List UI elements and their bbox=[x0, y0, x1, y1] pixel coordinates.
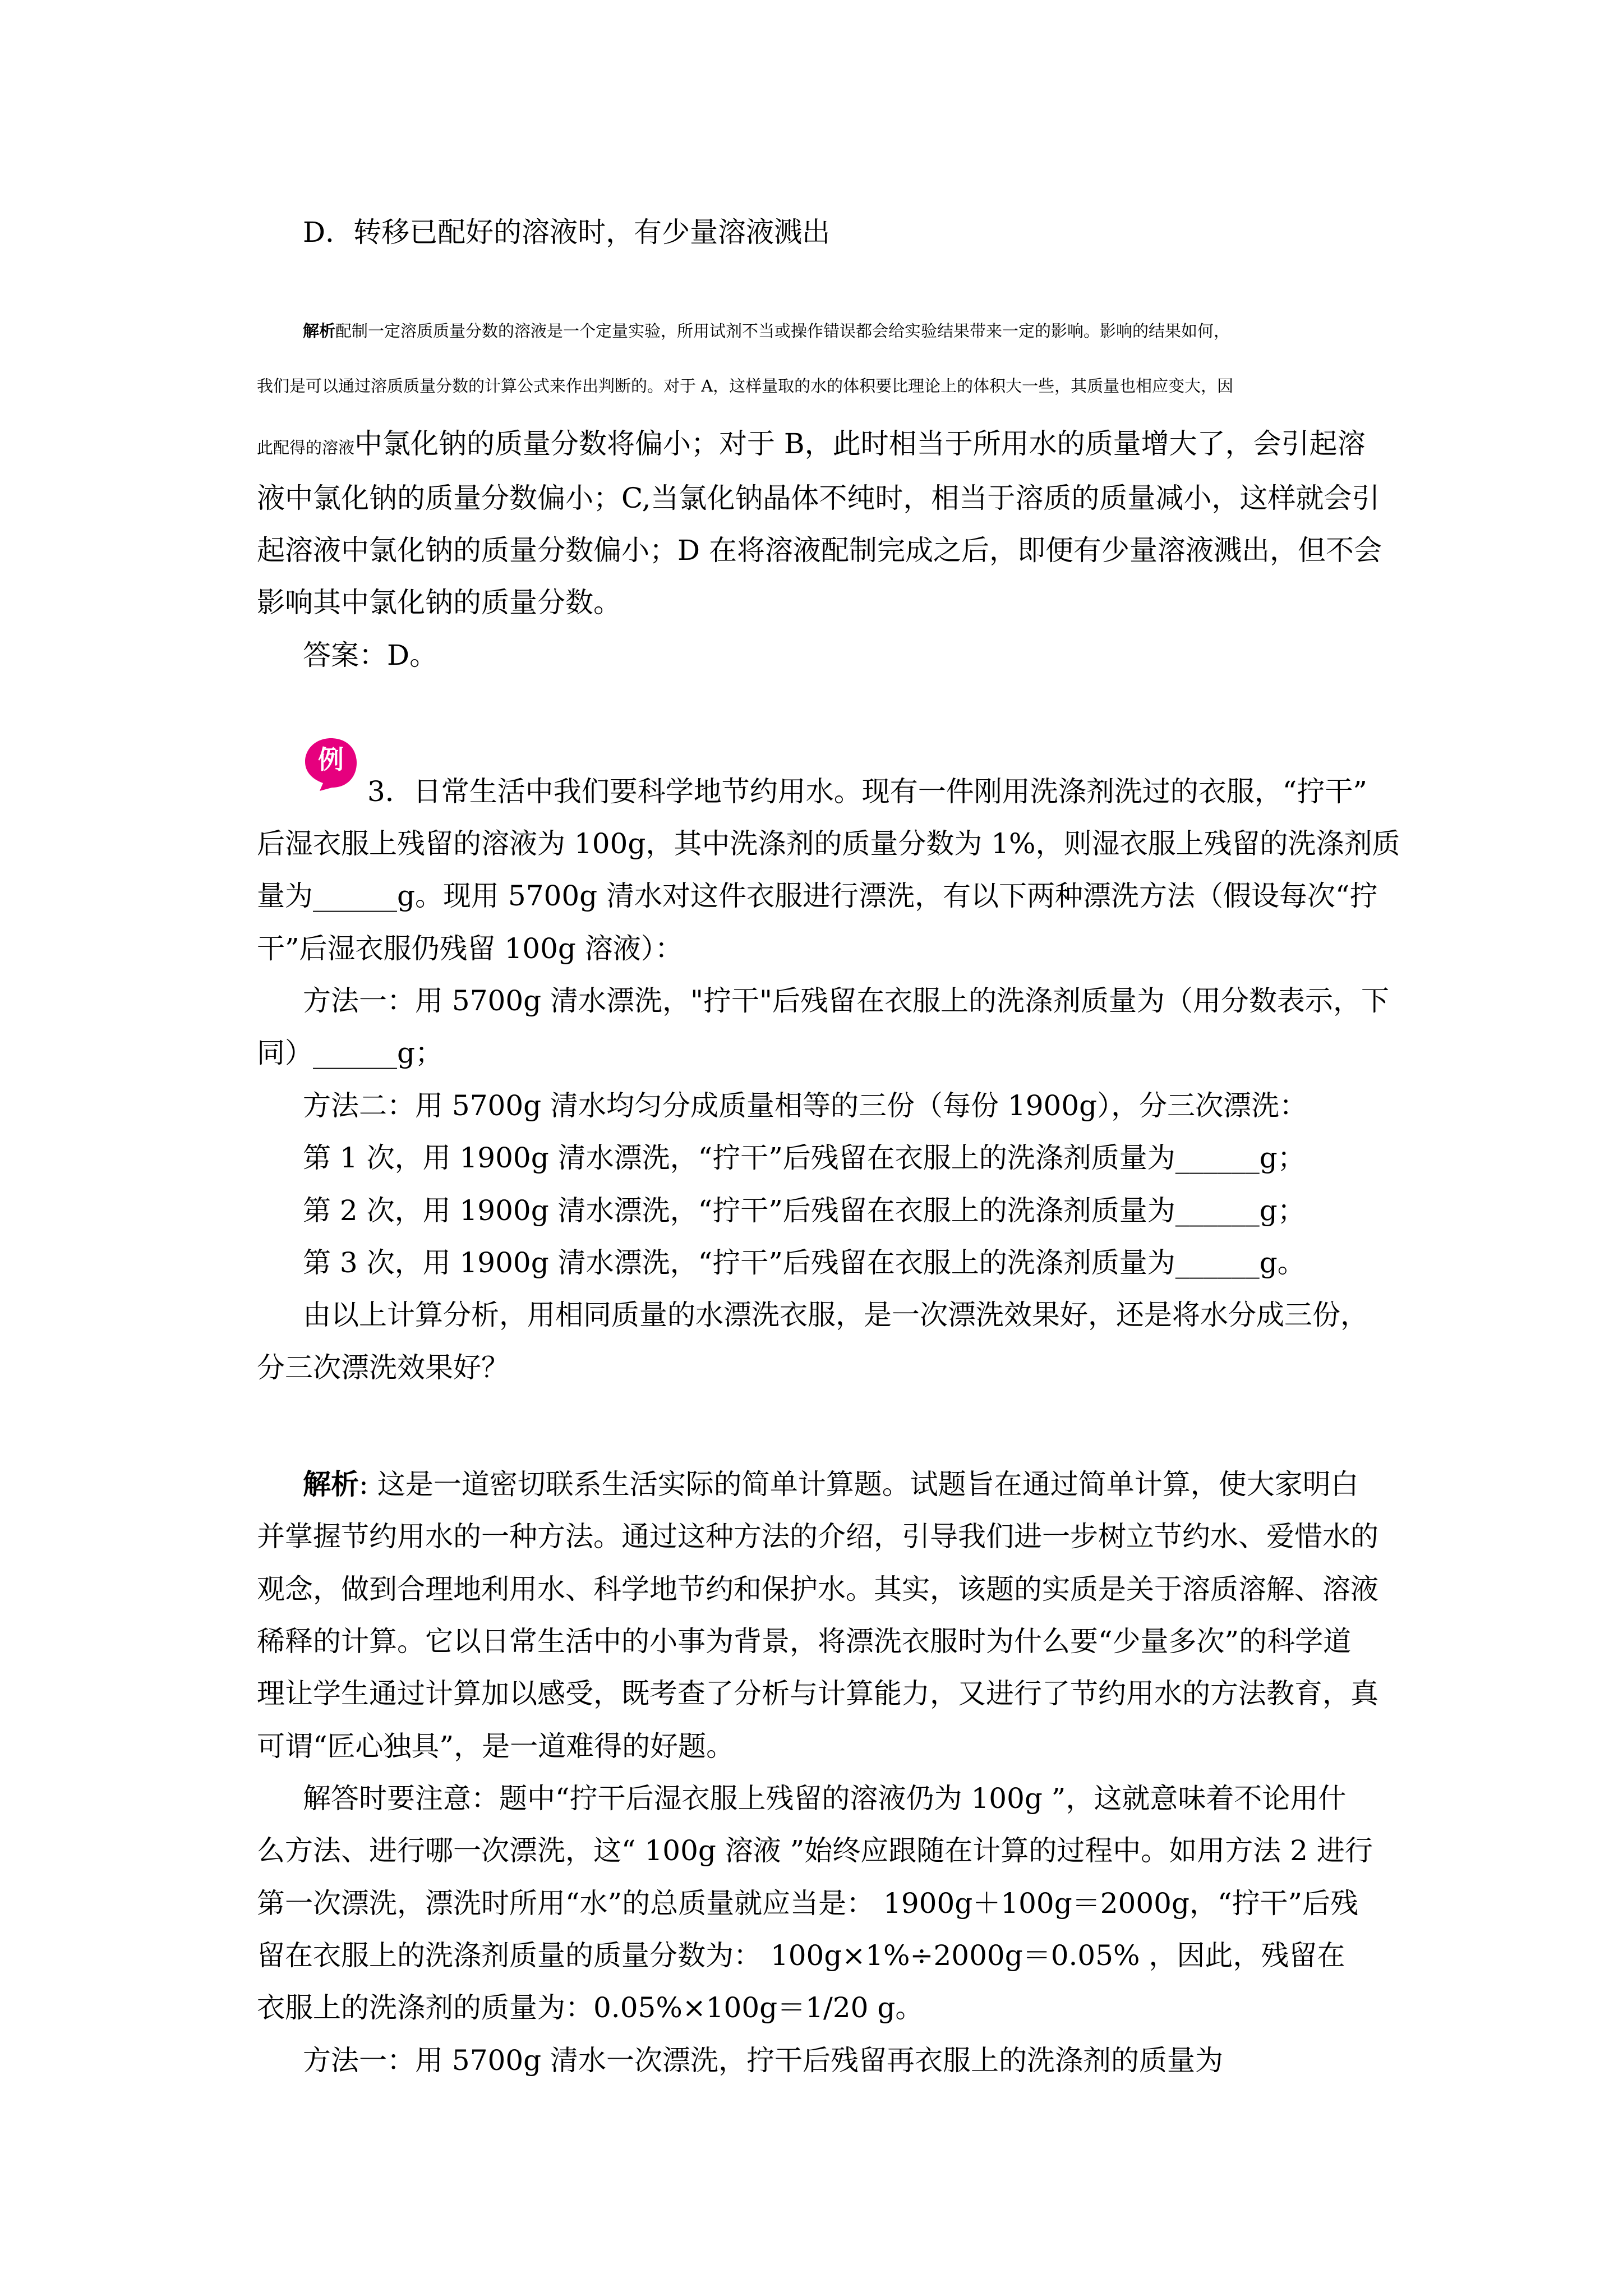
method1-line-cont: 同）______g； bbox=[257, 1037, 444, 1069]
example-line-2: 后湿衣服上残留的溶液为 100g，其中洗涤剂的质量分数为 1%，则湿衣服上残留的洗涤剂质 bbox=[257, 827, 1400, 860]
analysis2-line-12: 方法一：用 5700g 清水一次漂洗，拧干后残留再衣服上的洗涤剂的质量为 bbox=[303, 2044, 1224, 2077]
analysis1-line1: 解析配制一定溶质质量分数的溶液是一个定量实验，所用试剂不当或操作错误都会给实验结果带来一定的影响。影响的结果如何， bbox=[303, 321, 1230, 341]
example-line-1: 3．日常生活中我们要科学地节约用水。现有一件刚用洗涤剂洗过的衣服，“拧干” bbox=[367, 775, 1367, 808]
analysis2-line-6: 可谓“匠心独具”，是一道难得的好题。 bbox=[257, 1730, 735, 1763]
example-badge-icon bbox=[303, 736, 359, 792]
analysis2-line-7: 解答时要注意：题中“拧干后湿衣服上残留的溶液仍为 100g ”，这就意味着不论用什 bbox=[303, 1782, 1347, 1815]
method2-line: 方法二：用 5700g 清水均匀分成质量相等的三份（每份 1900g），分三次漂洗： bbox=[303, 1089, 1308, 1122]
analysis2-line-2: 并掌握节约用水的一种方法。通过这种方法的介绍，引导我们进一步树立节约水、爱惜水的 bbox=[257, 1520, 1378, 1553]
analysis1-answer: 答案：D。 bbox=[303, 639, 438, 671]
example-line-4: 干”后湿衣服仍残留 100g 溶液）： bbox=[257, 932, 683, 965]
option-d: D．转移已配好的溶液时，有少量溶液溅出 bbox=[303, 216, 831, 249]
analysis2-line-9: 第一次漂洗，漂洗时所用“水”的总质量就应当是： 1900g＋100g＝2000g，“拧干”后残 bbox=[257, 1887, 1359, 1920]
analysis2-line-8: 么方法、进行哪一次漂洗，这“ 100g 溶液 ”始终应跟随在计算的过程中。如用方法 2 进行 bbox=[257, 1834, 1373, 1867]
analysis1-line3: 此配得的溶液中氯化钠的质量分数将偏小；对于 B，此时相当于所用水的质量增大了，会引起溶 bbox=[257, 427, 1366, 460]
analysis2-label: 解析 bbox=[303, 1467, 359, 1501]
analysis2-line-10: 留在衣服上的洗涤剂质量的质量分数为： 100g×1%÷2000g＝0.05% ，因此，残留在 bbox=[257, 1939, 1345, 1972]
question-line: 由以上计算分析，用相同质量的水漂洗衣服，是一次漂洗效果好，还是将水分成三份， bbox=[303, 1299, 1368, 1331]
analysis2-line-5: 理让学生通过计算加以感受，既考查了分析与计算能力，又进行了节约用水的方法教育，真 bbox=[257, 1677, 1378, 1710]
rinse-3-line: 第 3 次，用 1900g 清水漂洗，“拧干”后残留在衣服上的洗涤剂质量为______g。 bbox=[303, 1246, 1306, 1279]
analysis1-label: 解析 bbox=[303, 321, 336, 341]
question-line-cont: 分三次漂洗效果好？ bbox=[257, 1351, 509, 1384]
analysis1-line5: 起溶液中氯化钠的质量分数偏小；D 在将溶液配制完成之后，即便有少量溶液溅出，但不会 bbox=[257, 534, 1382, 567]
example-badge-label: 例 bbox=[318, 744, 344, 775]
analysis2-line-3: 观念，做到合理地利用水、科学地节约和保护水。其实，该题的实质是关于溶质溶解、溶液 bbox=[257, 1573, 1378, 1605]
analysis2-line-4: 稀释的计算。它以日常生活中的小事为背景，将漂洗衣服时为什么要“少量多次”的科学道 bbox=[257, 1625, 1352, 1658]
analysis2-line-11: 衣服上的洗涤剂的质量为：0.05%×100g＝1/20 g。 bbox=[257, 1991, 924, 2024]
example-line-3: 量为______g。现用 5700g 清水对这件衣服进行漂洗，有以下两种漂洗方法（假设每次“拧 bbox=[257, 880, 1378, 912]
method1-line: 方法一：用 5700g 清水漂洗，"拧干"后残留在衣服上的洗涤剂质量为（用分数表示，下 bbox=[303, 984, 1390, 1017]
analysis1-line2: 我们是可以通过溶质质量分数的计算公式来作出判断的。对于 A，这样量取的水的体积要比理论上的体积大一些，其质量也相应变大，因 bbox=[257, 376, 1234, 395]
analysis1-line4: 液中氯化钠的质量分数偏小；C,当氯化钠晶体不纯时，相当于溶质的质量减小，这样就会引 bbox=[257, 482, 1380, 514]
analysis1-line6: 影响其中氯化钠的质量分数。 bbox=[257, 586, 621, 619]
rinse-1-line: 第 1 次，用 1900g 清水漂洗，“拧干”后残留在衣服上的洗涤剂质量为______g； bbox=[303, 1142, 1306, 1174]
rinse-2-line: 第 2 次，用 1900g 清水漂洗，“拧干”后残留在衣服上的洗涤剂质量为______g； bbox=[303, 1194, 1306, 1227]
analysis2-line-1: 解析: 这是一道密切联系生活实际的简单计算题。试题旨在通过简单计算，使大家明白 bbox=[303, 1467, 1359, 1501]
